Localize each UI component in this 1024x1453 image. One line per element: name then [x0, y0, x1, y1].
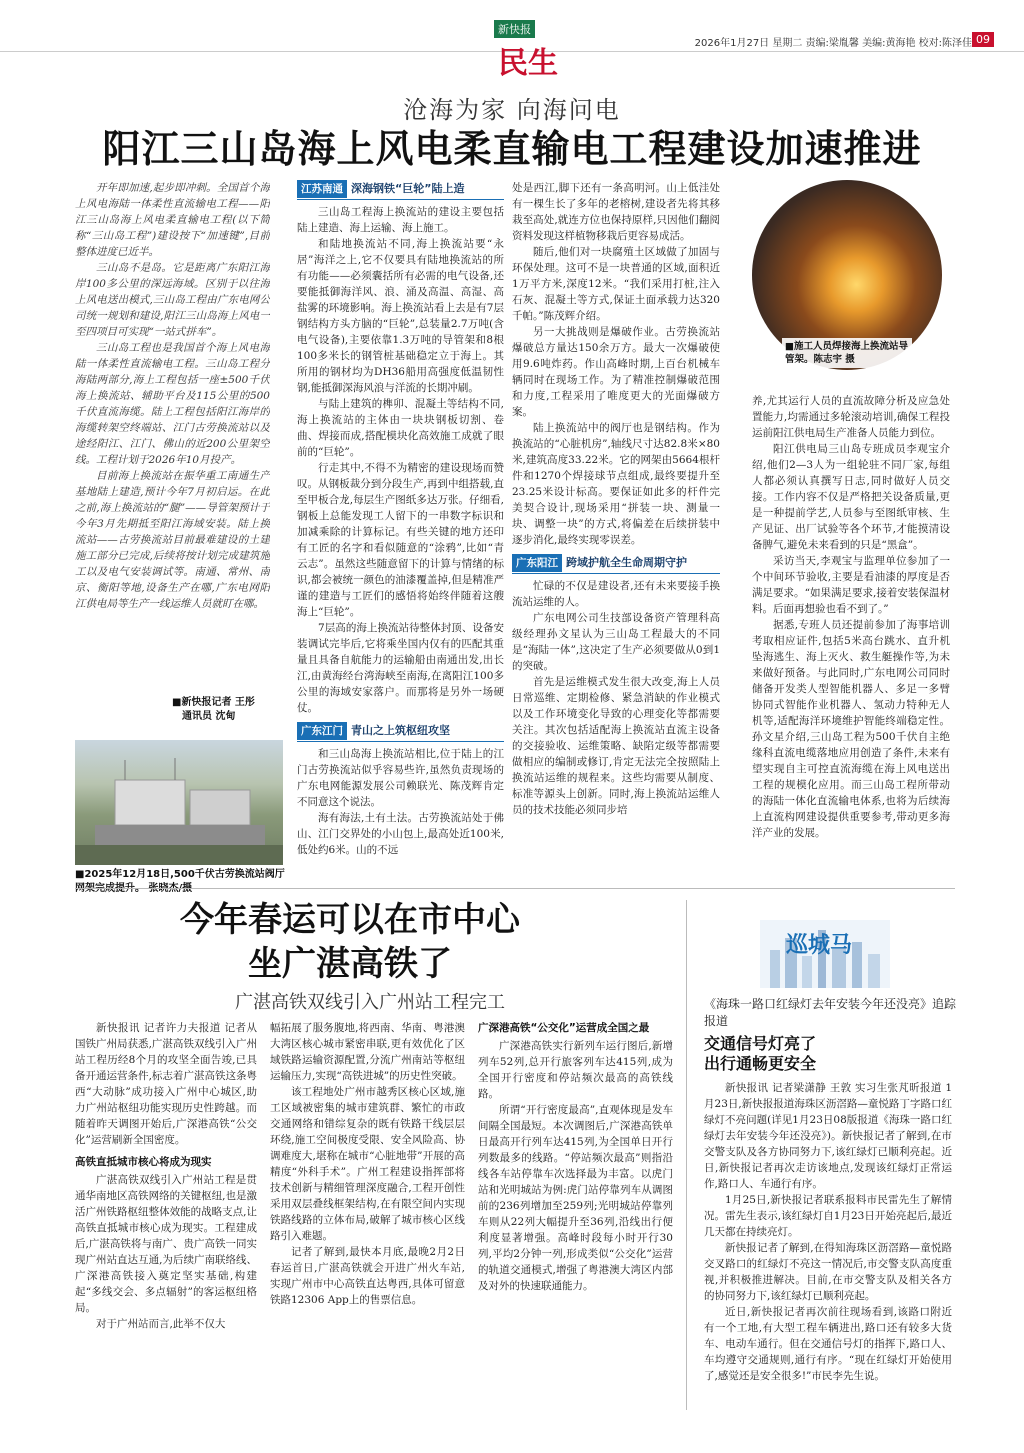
byline-reporter: ■新快报记者 王彤: [172, 697, 255, 708]
subhead-title: 跨域护航全生命周期守护: [566, 556, 687, 569]
byline-correspondent: 通讯员 沈甸: [182, 711, 236, 722]
second-col-2: [270, 1020, 465, 1410]
paragraph: 记者了解到,最快本月底,最晚2月2日春运首日,广湛高铁就会开进广州火车站,实现广州市中心高铁直达粤西,具体可留意铁路12306 App上的售票信息。: [270, 1246, 465, 1306]
subhead-yangjiang: [512, 554, 720, 574]
article-divider: [75, 888, 955, 889]
subhead-tag: 广东阳江: [512, 554, 562, 572]
converter-station-illustration: [75, 740, 283, 865]
second-headline: [140, 898, 560, 986]
subhead-jiangmen: [297, 722, 504, 742]
paragraph: 忙碌的不仅是建设者,还有未来要接手换流站运维的人。: [512, 580, 720, 608]
paragraph: 该工程地处广州市越秀区核心区域,施工区域被密集的城市建筑群、繁忙的市政交通网络和错综复杂的既有铁路干线层层环绕,施工空间极度受限、安全风险高、协调难度大,堪称在城市“心脏地带”开展的高精度“外科手术”。广州工程建设指挥部将技术创新与精细管理深度融合,工程开创性采用双层叠线框架结构,在有限空间内实现铁路线路的立体布局,破解了城市核心区线路引入难题。: [270, 1086, 465, 1242]
xuncheng-body: [704, 1080, 952, 1410]
main-kicker: 沧海为家 向海问电: [403, 96, 621, 124]
paragraph: 随后,他们对一块腐殖土区域做了加固与环保处理。这可不是一块普通的区域,面积近1万平方米,深度12米。“我们采用打桩,注入石灰、混凝土等方式,保证土面承载力达320千帕。”陈茂辉介绍。: [512, 246, 720, 322]
paragraph: 行走其中,不得不为精密的建设现场而赞叹。从钢板裁分到分段生产,再到中组搭载,直至甲板合龙,每层生产图纸多达万张。仔细看,钢板上总能发现工人留下的一串数字标识和加减乘除的计算标记。有些关键的地方还印有工匠的名字和看似随意的“涂鸦”,比如“青云志”。虽然这些随意留下的计算与情绪的标识,都会被统一颜色的油漆覆盖掉,但是精准严谨的建造与工匠们的感悟将始终伴随着这艘海上“巨轮”。: [297, 462, 504, 618]
paragraph: 养,尤其运行人员的直流故障分析及应急处置能力,均需通过多轮滚动培训,确保工程投运前阳江供电局生产准备人员能力到位。: [752, 395, 950, 439]
second-subhead-b: 广深港高铁“公交化”运营成全国之最: [478, 1022, 650, 1034]
paragraph: 所谓“开行密度最高”,直观体现是发车间隔全国最短。本次调图后,广深港高铁单日最高开行列车达415列,为全国单日开行列数最多的线路。“停站频次最高”则指沿线各车站停靠车次选择最为丰富。以虎门站和光明城站为例:虎门站停靠列车从调图前的236列增加至259列;光明城站停靠列车则从22列大幅提升至36列,沿线出行便利度显著增强。高峰时段每小时开行30列,平均2分钟一列,形成类似“公交化”运营的轨道交通模式,增强了粤港澳大湾区内部及对外的快速联通能力。: [478, 1104, 673, 1292]
paragraph: 广深港高铁实行新列车运行图后,新增列车52列,总开行旅客列车达415列,成为全国开行密度和停站频次最高的高铁线路。: [478, 1040, 673, 1100]
paragraph: 三山岛工程海上换流站的建设主要包括陆上建造、海上运输、海上施工。: [297, 206, 504, 234]
paragraph: 新快报讯 记者梁潇静 王敦 实习生张芃昕报道 1月23日,新快报报道海珠区沥滘路—童悦路丁字路口红绿灯不亮问题(详见1月23日08版报道《海珠一路口红绿灯去年安装今年还没亮》)。新快报记者了解到,在市交警支队及各方协同努力下,该红绿灯已顺利亮起。近日,新快报记者再次走访该地点,发现该红绿灯正常运作,路口人、车通行有序。: [704, 1082, 952, 1190]
paragraph: 与陆上建筑的榫卯、混凝土等结构不同,海上换流站的主体由一块块钢板切割、卷曲、焊接而成,搭配模块化高效施工成就了眼前的“巨轮”。: [297, 398, 504, 458]
converter-station-photo: [75, 740, 283, 865]
paragraph: 处是西江,脚下还有一条高明河。山上低洼处有一棵生长了多年的老榕树,建设者先将其移栽至高处,就连方位也保持原样,只因他们翻阅资料发现这样植物移栽后更容易成活。: [512, 182, 720, 242]
brand-badge: 新快报: [494, 20, 535, 38]
xuncheng-headline-line2: 出行通畅更安全: [704, 1054, 817, 1073]
paragraph: 和陆地换流站不同,海上换流站要“永居”海洋之上,它不仅要具有陆地换流站的所有功能——必须囊括所有必需的电气设备,还要能抵御海洋风、浪、涌及高温、高湿、高盐雾的环境影响。海上换流站看上去是有7层钢结构方头方脑的“巨轮”,总装量2.7万吨(含电气设备),主要依靠1.3万吨的导管架和8根100多米长的钢管桩基础稳定立于海上。其所用的钢材均为DH36船用高强度低温韧性钢,能抵御深海风浪与洋流的长期冲刷。: [297, 238, 504, 394]
second-headline-line1: 今年春运可以在市中心: [180, 900, 520, 940]
paragraph: 另一大挑战则是爆破作业。古劳换流站爆破总方量达150余万方。最大一次爆破使用9.6吨炸药。作山高峰时期,上百台机械车辆同时在现场工作。为了精准控制爆破范围和力度,工程采用了唯度更大的光面爆破方案。: [512, 326, 720, 418]
main-col-3: [512, 180, 720, 870]
paragraph: 7层高的海上换流站待整体封顶、设备安装调试完毕后,它将乘坐国内仅有的匹配其重量且具备自航能力的运输船由南通出发,出长江,由黄海经台湾海峡至南海,在离阳江100多公里的海域安家落户。而那将是另外一场硬仗。: [297, 622, 504, 714]
paragraph: 近日,新快报记者再次前往现场看到,该路口附近有一个工地,有大型工程车辆进出,路口还有较多大货车、电动车通行。但在交通信号灯的指挥下,路口人、车均遵守交通规则,通行有序。“现在红绿灯开始使用了,感觉还是安全很多!”市民李先生说。: [704, 1306, 952, 1382]
paragraph: 首先是运维模式发生很大改变,海上人员日常巡维、定期检修、紧急消缺的作业模式以及工作环境变化导致的心理变化等都需要关注。其次包括适配海上换流站直流主设备的交接验收、运维策略、缺陷定级等都需要做相应的编制或修订,肯定无法完全按照陆上换流站运维的规程来。这些均需要从制度、标准等源头上创新。同时,海上换流站运维人员的技术技能必须同步培: [512, 676, 720, 816]
photo2-caption: ■施工人员焊接海上换流站导管架。陈志宇 摄: [782, 338, 912, 368]
page-number: 09: [972, 32, 994, 47]
column-divider: [686, 900, 687, 1410]
paragraph: 幅拓展了服务腹地,将西南、华南、粤港澳大湾区核心城市紧密串联,更有效优化了区域铁路运输资源配置,分流广州南站等枢纽运输压力,实现“高铁进城”的历史性突破。: [270, 1022, 465, 1082]
subhead-tag: 广东江门: [297, 722, 347, 740]
paragraph: 广湛高铁双线引入广州站工程是贯通华南地区高铁网络的关键枢纽,也是激活广州铁路枢纽整体效能的战略支点,让高铁直抵城市核心成为现实。工程建成后,广湛高铁将与南广、贵广高铁一同实现广州站直达互通,为后续广南联络线、广深港高铁接入奠定坚实基础,构建起“多线交会、多点辐射”的客运枢纽格局。: [75, 1174, 257, 1314]
section-title: 民生: [498, 46, 558, 81]
photo1-caption: ■2025年12月18日,500千伏古劳换流站阀厅: [75, 869, 285, 880]
paragraph: 1月25日,新快报记者联系报料市民雷先生了解情况。雷先生表示,该红绿灯自1月23日开始亮起后,最近几天都在持续亮灯。: [704, 1194, 952, 1238]
paragraph: 对于广州站而言,此举不仅大: [96, 1318, 226, 1330]
main-col-2: [297, 180, 504, 870]
paragraph: 采访当天,李观宝与监理单位参加了一个中间环节验收,主要是看油漆的厚度是否满足要求。“如果满足要求,接着安装保温材料。后面再想验也看不到了。”: [752, 555, 950, 615]
paragraph: 新快报讯 记者许力夫报道 记者从国铁广州局获悉,广湛高铁双线引入广州站工程历经8个月的攻坚全面告竣,已具备开通运营条件,标志着广湛高铁这条粤西“大动脉”成功接入广州中心城区,助力广州站枢纽功能实现历史性跨越。而随着昨天调图开始后,广深港高铁“公交化”运营刷新全国密度。: [75, 1022, 257, 1146]
paragraph: 新快报记者了解到,在得知海珠区沥滘路—童悦路交叉路口的红绿灯不亮这一情况后,市交警支队高度重视,并积极推进解决。目前,在市交警支队及相关各方的协同努力下,该红绿灯已顺利亮起。: [704, 1242, 952, 1302]
paragraph: 和三山岛海上换流站相比,位于陆上的江门古劳换流站似乎容易些许,虽然负责现场的广东电网能源发展公司赖联光、陈茂辉肯定不同意这个说法。: [297, 748, 504, 808]
second-col-1: [75, 1020, 257, 1410]
paragraph: 据悉,专班人员还提前参加了海事培训考取相应证件,包括5米高台跳水、直升机坠海逃生、海上灭火、救生艇操作等,为未来做好预备。与此同时,广东电网公司同时储备开发类人型智能机器人、多足一多臂协同式智能作业机器人、氢动力特种无人机等,适配海洋环境维护智能终端稳定性。孙文星介绍,三山岛工程为500千伏自主绝缘科直流电缆落地应用创造了条件,未来有望实现自主可控直流海缆在海上风电送出工程的规模化应用。而三山岛工程所带动的海陆一体化直流输电体系,也将为后续海上直流构网建设提供重要参考,带动更多海洋产业的发展。: [752, 619, 950, 839]
paragraph: 三山岛工程也是我国首个海上风电海陆一体柔性直流输电工程。三山岛工程分海陆两部分,海上工程包括一座±500千伏海上换流站、辅助平台及115公里的500千伏直流海缆。陆上工程包括阳江海岸的海缆转架空终端站、江门古劳换流站以及途经阳江、江门、佛山的近200公里架空线。工程计划于2026年10月投产。: [75, 342, 270, 466]
subhead-title: 深海钢铁“巨轮”陆上造: [351, 182, 465, 195]
subhead-nantong: [297, 180, 504, 200]
subhead-tag: 江苏南通: [297, 180, 347, 198]
date-line: 2026年1月27日 星期二 责编:梁胤馨 美编:黄海艳 校对:陈泽佳: [694, 38, 972, 49]
paragraph: 三山岛不是岛。它是距离广东阳江海岸100多公里的深远海域。区别于以往海上风电送出模式,三山岛工程由广东电网公司统一规划和建设,阳江三山岛海上风电一至四项目可实现“一站式拼车”。: [75, 262, 270, 338]
subhead-title: 青山之上筑枢纽攻坚: [351, 724, 450, 737]
main-col-1: [75, 180, 270, 680]
paragraph: 海有海法,土有土法。古劳换流站处于佛山、江门交界处的小山包上,最高处近100米,低处约6米。山的不远: [297, 812, 504, 856]
follow-up-title: 《海珠一路口红绿灯去年安装今年还没亮》追踪报道: [704, 997, 957, 1028]
paragraph: 陆上换流站中的阀厅也是钢结构。作为换流站的“心脏机房”,轴线尺寸达82.8米×80米,建筑高度33.22米。它的网架由5664根杆件和1270个焊接球节点组成,最终要提升至23.25米设计标高。要保证如此多的杆件完美契合设计,现场采用“拼装一块、测量一块、调整一块”的方式,将偏差在后续拼装中逐步消化,最终实现零误差。: [512, 422, 720, 546]
main-headline: 阳江三山岛海上风电柔直输电工程建设加速推进: [102, 126, 922, 171]
second-headline-line2: 坐广湛高铁了: [248, 944, 452, 984]
second-subhead-a: 高铁直抵城市核心将成为现实: [75, 1156, 212, 1168]
main-col-4: [752, 393, 950, 873]
paragraph: 阳江供电局三山岛专班成员李观宝介绍,他们2—3人为一组轮驻不同厂家,每组人都必须认真撰写日志,同时做好人员交接。工作内容不仅是严格把关设备质量,更是一种提前学艺,人员参与至图纸审核、生产见证、出厂试验等各个环节,才能摸清设备脾气,避免未来看到的只是“黑盒”。: [752, 443, 950, 551]
second-col-3: [478, 1020, 673, 1410]
xuncheng-badge: 巡城马: [786, 933, 853, 958]
byline: [172, 696, 282, 724]
paragraph: 开年即加速,起步即冲刺。全国首个海上风电海陆一体柔性直流输电工程——阳江三山岛海上风电柔直输电工程(以下简称“三山岛工程”)建设按下“加速键”,目前整体进度已近半。: [75, 182, 270, 258]
paragraph: 广东电网公司生技部设备资产管理科高级经理孙文星认为三山岛工程最大的不同是“海陆一体”,这决定了生产必须要做从0到1的突破。: [512, 612, 720, 672]
xuncheng-headline-line1: 交通信号灯亮了: [704, 1034, 817, 1053]
second-subtitle: 广湛高铁双线引入广州站工程完工: [235, 992, 505, 1013]
xuncheng-headline: [704, 1034, 964, 1074]
paragraph: 目前海上换流站在振华重工南通生产基地陆上建造,预计今年7月初启运。在此之前,海上换流站的“腿”——导管架预计于今年3月先期抵至阳江海域安装。陆上换流站——古劳换流站目前最难建设的土建施工部分已完成,后续将按计划完成建筑施工以及电气安装调试等。南通、常州、南京、衡阳等地,设备生产在哪,广东电网阳江供电局等生产一线运维人员就盯在哪。: [75, 470, 270, 610]
